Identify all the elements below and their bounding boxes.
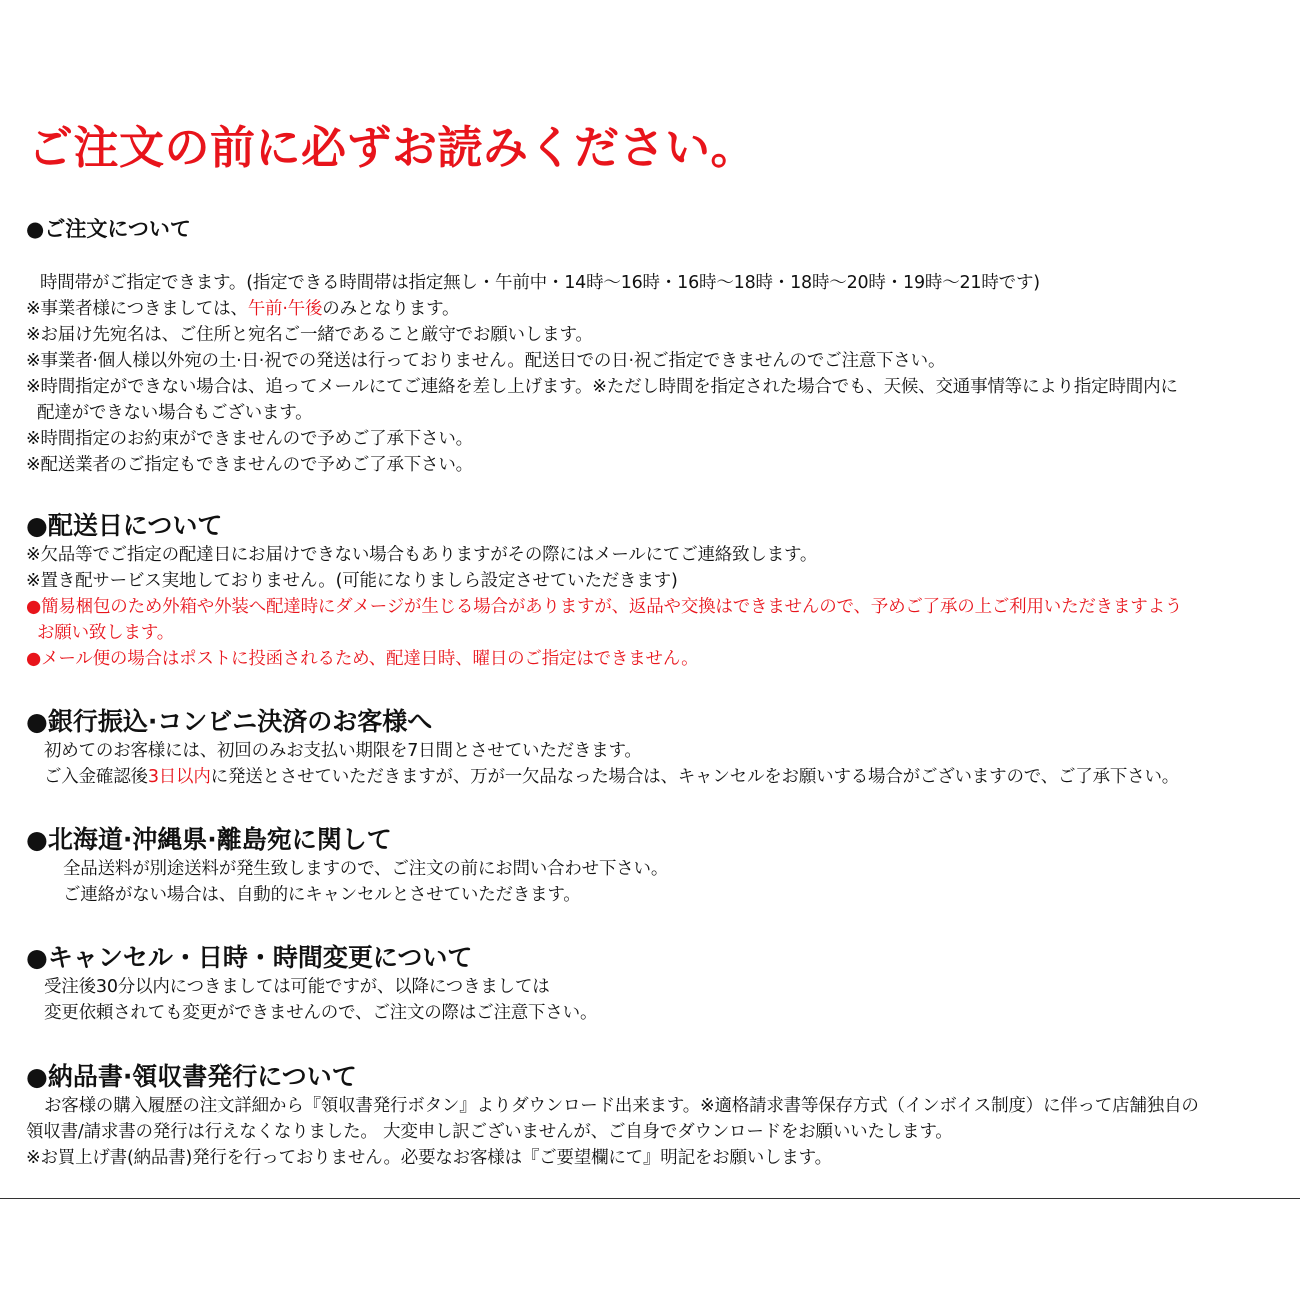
order-line-time-unavailable-cont: 配達ができない場合もございます。 xyxy=(37,403,313,423)
section-remote xyxy=(26,824,1296,908)
order-line-business-highlight: 午前·午後 xyxy=(247,299,323,319)
order-line-no-promise: ※時間指定のお約束ができませんので予めご了承下さい。 xyxy=(26,429,473,449)
section-heading-remote: ●北海道·沖縄県·離島宛に関して xyxy=(26,825,392,854)
delivery-line-mail: ●メール便の場合はポストに投函されるため、配達日時、曜日のご指定はできません。 xyxy=(26,649,699,669)
section-heading-cancel: ●キャンセル・日時・時間変更について xyxy=(26,943,473,972)
delivery-line-damage-cont: お願い致します。 xyxy=(37,623,174,643)
order-line-time-slots: 時間帯がご指定できます。(指定できる時間帯は指定無し・午前中・14時〜16時・16時〜18時・18時〜20時・19時〜21時です) xyxy=(40,273,1040,293)
receipt-line-invoice: 領収書/請求書の発行は行えなくなりました。 大変申し訳ございませんが、ご自身でダウンロードをお願いいたします。 xyxy=(26,1122,953,1142)
section-receipt xyxy=(26,1061,1296,1171)
section-bank xyxy=(26,706,1296,790)
order-line-no-carrier: ※配送業者のご指定もできませんので予めご了承下さい。 xyxy=(26,455,473,475)
bank-line-shipping-highlight: 3日以内 xyxy=(147,767,211,787)
page-title: ご注文の前に必ずお読みください。 xyxy=(28,121,757,174)
section-delivery xyxy=(26,510,1296,672)
order-line-address: ※お届け先宛名は、ご住所と宛名ご一緒であること厳守でお願いします。 xyxy=(26,325,593,345)
bank-line-shipping: ご入金確認後3日以内に発送とさせていただきますが、万が一欠品なった場合は、キャンセルをお願いする場合がございますので、ご了承下さい。 xyxy=(44,767,1180,787)
remote-line-shipping-fee: 全品送料が別途送料が発生致しますので、ご注文の前にお問い合わせ下さい。 xyxy=(63,859,669,879)
bottom-divider xyxy=(0,1198,1300,1199)
receipt-line-delivery-note: ※お買上げ書(納品書)発行を行っておりません。必要なお客様は『ご要望欄にて』明記をお願いします。 xyxy=(26,1148,832,1168)
section-heading-bank: ●銀行振込·コンビニ決済のお客様へ xyxy=(26,707,433,736)
section-heading-delivery: ●配送日について xyxy=(26,511,223,540)
delivery-line-damage: ●簡易梱包のため外箱や外装へ配達時にダメージが生じる場合がありますが、返品や交換はできませんので、予めご了承の上ご利用いただきますよう xyxy=(26,597,1183,617)
remote-line-auto-cancel: ご連絡がない場合は、自動的にキャンセルとさせていただきます。 xyxy=(63,885,581,905)
delivery-line-no-dropoff: ※置き配サービス実地しておりません。(可能になりましら設定させていただきます) xyxy=(26,571,678,591)
section-cancel xyxy=(26,942,1296,1026)
section-order xyxy=(26,215,1296,478)
cancel-line-no-change: 変更依頼されても変更ができませんので、ご注文の際はご注意下さい。 xyxy=(44,1003,598,1023)
order-line-business: ※事業者様につきましては、午前·午後のみとなります。 xyxy=(26,299,460,319)
section-heading-order: ●ご注文について xyxy=(26,217,191,241)
bank-line-deadline: 初めてのお客様には、初回のみお支払い期限を7日間とさせていただきます。 xyxy=(44,741,642,761)
delivery-line-shortage: ※欠品等でご指定の配達日にお届けできない場合もありますがその際にはメールにてご連絡致します。 xyxy=(26,545,818,565)
section-heading-receipt: ●納品書·領収書発行について xyxy=(26,1062,357,1091)
receipt-line-download: お客様の購入履歴の注文詳細から『領収書発行ボタン』よりダウンロード出来ます。※適格請求書等保存方式（インボイス制度）に伴って店舗独自の xyxy=(44,1096,1199,1116)
order-line-time-unavailable: ※時間指定ができない場合は、追ってメールにてご連絡を差し上げます。※ただし時間を指定された場合でも、天候、交通事情等により指定時間内に xyxy=(26,377,1178,397)
cancel-line-window: 受注後30分以内につきましては可能ですが、以降につきましては xyxy=(44,977,550,997)
order-line-weekend: ※事業者·個人様以外宛の土·日·祝での発送は行っておりません。配送日での日·祝ご指定できませんのでご注意下さい。 xyxy=(26,351,946,371)
